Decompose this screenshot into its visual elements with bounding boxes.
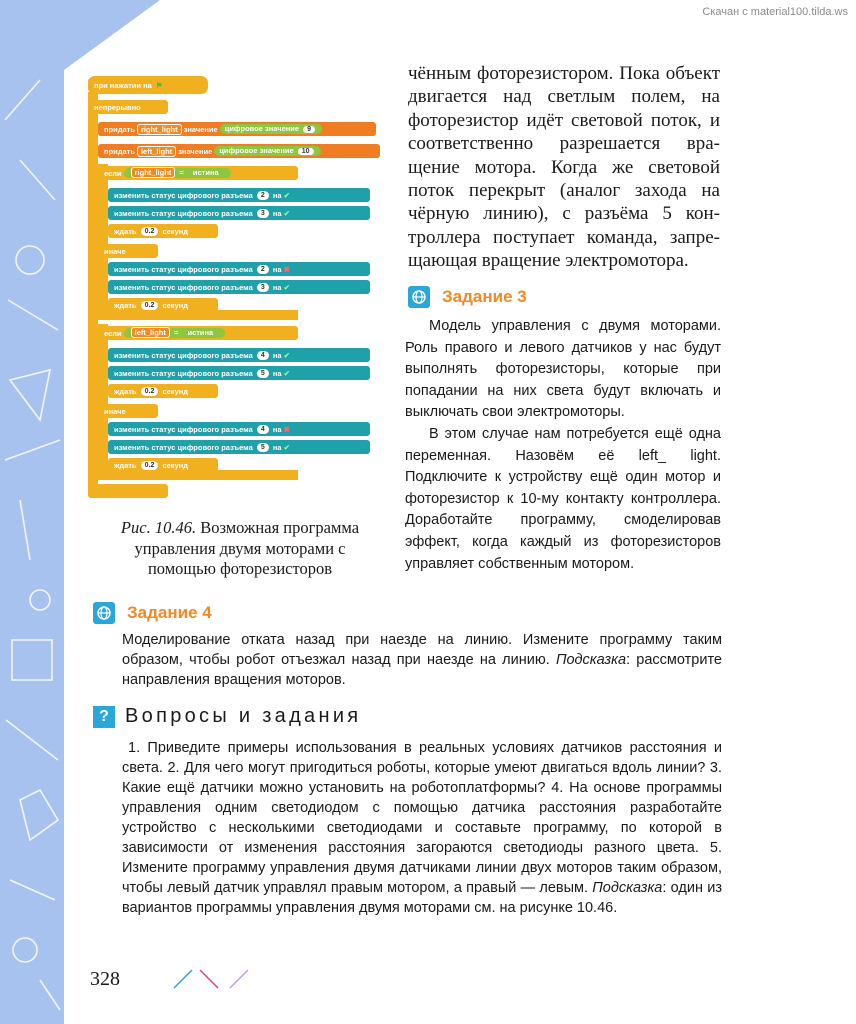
if-word: если	[104, 168, 122, 178]
set-word: придать	[104, 146, 135, 156]
toggle-on-icon: ✔	[283, 190, 290, 200]
task3-paragraph-2: В этом случае нам потребуется ещё одна переменная. Назовём её left_ light. Подключите к устройству ещё один мотор и фоторезистор к 10-му контакту контроллера. Доработайте программу, смоделировав эффект, когда каждый из фоторезисторов управляет собственным мотором.	[405, 425, 721, 572]
questions-text-b: : один из вариантов программы управления двумя моторами см. на рисунке 10.46.	[122, 880, 723, 916]
questions-hint: Подсказка	[592, 880, 663, 896]
on-word: на	[272, 264, 282, 274]
digital-value	[220, 124, 322, 134]
set-word: придать	[104, 124, 135, 134]
change-label: изменить статус цифрового разъема	[114, 190, 253, 200]
condition	[124, 168, 231, 178]
if-block-right	[98, 166, 298, 180]
pin-4: 4	[257, 425, 269, 434]
wait-value: 0.2	[141, 387, 159, 396]
on-word: на	[272, 350, 282, 360]
corner-shape-icon	[0, 0, 180, 80]
var-right: right_light	[131, 167, 176, 178]
wait-block	[108, 298, 218, 312]
task4-title: Задание 4	[127, 603, 212, 622]
globe-icon	[408, 286, 430, 308]
change-label: изменить статус цифрового разъема	[114, 264, 253, 274]
seconds-word: секунд	[162, 460, 189, 470]
set-left-block	[98, 144, 380, 158]
change-label: изменить статус цифрового разъема	[114, 442, 253, 452]
watermark: Скачан с material100.tilda.ws	[702, 6, 848, 18]
scratch-program-figure	[88, 76, 388, 506]
motor-block	[108, 348, 370, 362]
pin-4: 4	[257, 351, 269, 360]
questions-title: Вопросы и задания	[125, 705, 362, 727]
toggle-on-icon: ✔	[283, 368, 290, 378]
var-left: left_light	[137, 146, 176, 157]
questions-text-a: 1. Приведите примеры использования в реальных условиях датчиков расстояния и света. 2. Для чего могут пригодиться роботы, которые умеют двигаться вдоль линии? 3. Какие ещё датчики можно установить на роботоплатформы? 4. На основе программы управления одним светодиодом с помощью датчика расстояния разработайте устройство с несколькими светодиодами и составьте программу, по которой в зависимости от изменения расстояния загораются светодиоды разного цвета. 5. Измените программу управления двумя датчиками линии двух моторов таким образом, чтобы левый датчик управлял правым мотором, а правый — левым.	[122, 740, 722, 896]
on-word: на	[272, 208, 282, 218]
toggle-off-icon: ✖	[283, 264, 290, 274]
wait-block	[108, 384, 218, 398]
digital-label: цифровое значение	[219, 146, 294, 155]
if-word: если	[104, 328, 122, 338]
change-label: изменить статус цифрового разъема	[114, 208, 253, 218]
task3-paragraph-1: Модель управления с двумя моторами. Роль правого и левого датчиков у нас будут выполнять фоторезисторы, которые при попадании на них света будут включать и выключать свои электромоторы.	[405, 318, 721, 421]
toggle-on-icon: ✔	[283, 282, 290, 292]
task4-body	[122, 630, 722, 690]
questions-body	[122, 738, 722, 918]
motor-block	[108, 280, 370, 294]
task3-body	[405, 316, 721, 575]
task3-title: Задание 3	[442, 287, 527, 306]
true-value: истина	[182, 328, 218, 337]
change-label: изменить статус цифрового разъема	[114, 350, 253, 360]
task4-paragraph	[122, 630, 722, 690]
eq-sign: =	[173, 328, 179, 337]
task4-text-b: : рассмотрите направления вращения моторов.	[122, 652, 722, 688]
var-left: left_light	[131, 327, 170, 338]
set-right-block	[98, 122, 376, 136]
pin-2: 2	[257, 265, 269, 274]
slash-decoration-icon	[170, 966, 260, 992]
digital-label: цифровое значение	[224, 124, 300, 133]
on-word: на	[272, 424, 282, 434]
toggle-on-icon: ✔	[283, 442, 290, 452]
wait-value: 0.2	[141, 301, 159, 310]
value-word: значение	[178, 146, 213, 156]
task3-heading	[408, 286, 527, 308]
digital-value	[214, 146, 320, 156]
on-word: на	[272, 442, 282, 452]
green-flag-icon: ⚑	[155, 80, 163, 90]
figure-caption	[100, 518, 380, 580]
wait-value: 0.2	[141, 461, 159, 470]
geometric-pattern-icon	[0, 0, 64, 1024]
task4-hint: Подсказка	[555, 652, 627, 668]
questions-paragraph	[122, 738, 722, 918]
wait-block	[108, 224, 218, 238]
toggle-off-icon: ✖	[283, 424, 290, 434]
seconds-word: секунд	[162, 386, 189, 396]
pin-2: 2	[257, 191, 269, 200]
motor-block	[108, 440, 370, 454]
toggle-on-icon: ✔	[283, 350, 290, 360]
caption-text: Возможная программа управления двумя моторами с помощью фоторезисторов	[134, 518, 360, 578]
seconds-word: секунд	[162, 226, 189, 236]
caption-label: Рис. 10.46.	[120, 518, 197, 537]
motor-block	[108, 262, 370, 276]
change-label: изменить статус цифрового разъема	[114, 368, 253, 378]
condition	[124, 328, 226, 338]
intro-paragraph: чённым фоторезистором. Пока объект двигается над светлым полем, на фоторезистор идёт световой поток, и соответственно разрешается вращение мотора. Когда же световой поток перекрыт (аналог захода на чёрную линию), с разъёма 5 контроллера поступает команда, запрещающая вращение электромотора.	[408, 63, 720, 272]
pin-9: 9	[303, 126, 315, 133]
var-right: right_light	[137, 124, 182, 135]
eq-sign: =	[179, 168, 184, 177]
value-word: значение	[183, 124, 218, 134]
questions-heading	[93, 705, 361, 728]
hat-block	[88, 78, 206, 92]
wait-word: ждать	[114, 300, 137, 310]
pin-3: 3	[257, 283, 269, 292]
motor-block	[108, 188, 370, 202]
pin-5: 5	[257, 369, 269, 378]
change-label: изменить статус цифрового разъема	[114, 424, 253, 434]
if-block-left	[98, 326, 298, 340]
on-word: на	[272, 368, 282, 378]
true-value: истина	[188, 168, 224, 177]
task4-heading	[93, 602, 212, 624]
toggle-on-icon: ✔	[283, 208, 290, 218]
motor-block	[108, 206, 370, 220]
on-word: на	[272, 282, 282, 292]
wait-word: ждать	[114, 386, 137, 396]
pin-3: 3	[257, 209, 269, 218]
pin-5: 5	[257, 443, 269, 452]
task4-text-a: Моделирование отката назад при наезде на линию. Измените программу таким образом, чтобы робот отъезжал назад при наезде на линию.	[122, 632, 722, 668]
motor-block	[108, 422, 370, 436]
seconds-word: секунд	[162, 300, 189, 310]
else-block: иначе	[98, 404, 158, 418]
wait-value: 0.2	[141, 227, 159, 236]
sidebar-decoration	[0, 0, 64, 1024]
wait-block	[108, 458, 218, 472]
question-icon: ?	[93, 706, 115, 728]
wait-word: ждать	[114, 226, 137, 236]
hat-label: при нажатии на	[94, 80, 152, 90]
globe-icon	[93, 602, 115, 624]
pin-10: 10	[298, 148, 314, 155]
intro-paragraph-block	[408, 62, 720, 273]
page-number: 328	[90, 968, 120, 990]
motor-block	[108, 366, 370, 380]
change-label: изменить статус цифрового разъема	[114, 282, 253, 292]
wait-word: ждать	[114, 460, 137, 470]
on-word: на	[272, 190, 282, 200]
forever-block: непрерывно	[88, 100, 168, 114]
else-block: иначе	[98, 244, 158, 258]
